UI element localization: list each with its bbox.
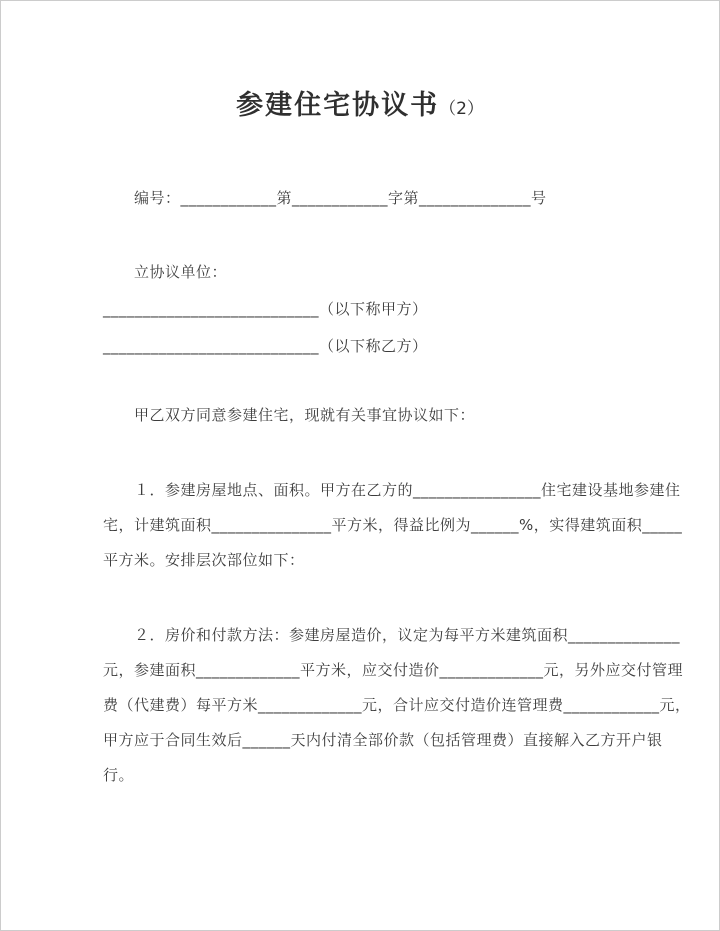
clause-2-line-2: 元，参建面积_____________平方米，应交付造价_____________元，另外应交付管理 bbox=[103, 661, 684, 679]
clause-2-line-4: 甲方应于合同生效后______天内付清全部价款（包括管理费）直接解入乙方开户银 bbox=[103, 731, 663, 749]
clause-2-line-5: 行。 bbox=[103, 766, 135, 784]
clause-1 bbox=[103, 473, 683, 578]
document-number-line: 编号：____________第____________字第______________号 bbox=[134, 189, 547, 207]
clause-1-line-2: 宅，计建筑面积_______________平方米，得益比例为______%，实得建筑面积_____ bbox=[103, 516, 683, 534]
party-b-blank-line: ___________________________（以下称乙方） bbox=[103, 337, 428, 355]
clause-2-line-1: ２．房价和付款方法：参建房屋造价，议定为每平方米建筑面积______________ bbox=[134, 626, 681, 644]
document-title-suffix: （2） bbox=[439, 99, 484, 119]
clause-1-line-3: 平方米。安排层次部位如下： bbox=[103, 551, 305, 569]
intro-sentence: 甲乙双方同意参建住宅，现就有关事宜协议如下： bbox=[134, 406, 476, 424]
party-a-blank-line: ___________________________（以下称甲方） bbox=[103, 300, 428, 318]
clause-2 bbox=[103, 618, 691, 793]
clause-2-line-3: 费（代建费）每平方米_____________元，合计应交付造价连管理费____________元， bbox=[103, 696, 691, 714]
clause-1-line-1: １．参建房屋地点、面积。甲方在乙方的________________住宅建设基地参建住 bbox=[134, 481, 681, 499]
document-title bbox=[1, 83, 719, 122]
document-title-text: 参建住宅协议书 bbox=[236, 90, 440, 121]
parties-heading: 立协议单位： bbox=[134, 263, 228, 281]
